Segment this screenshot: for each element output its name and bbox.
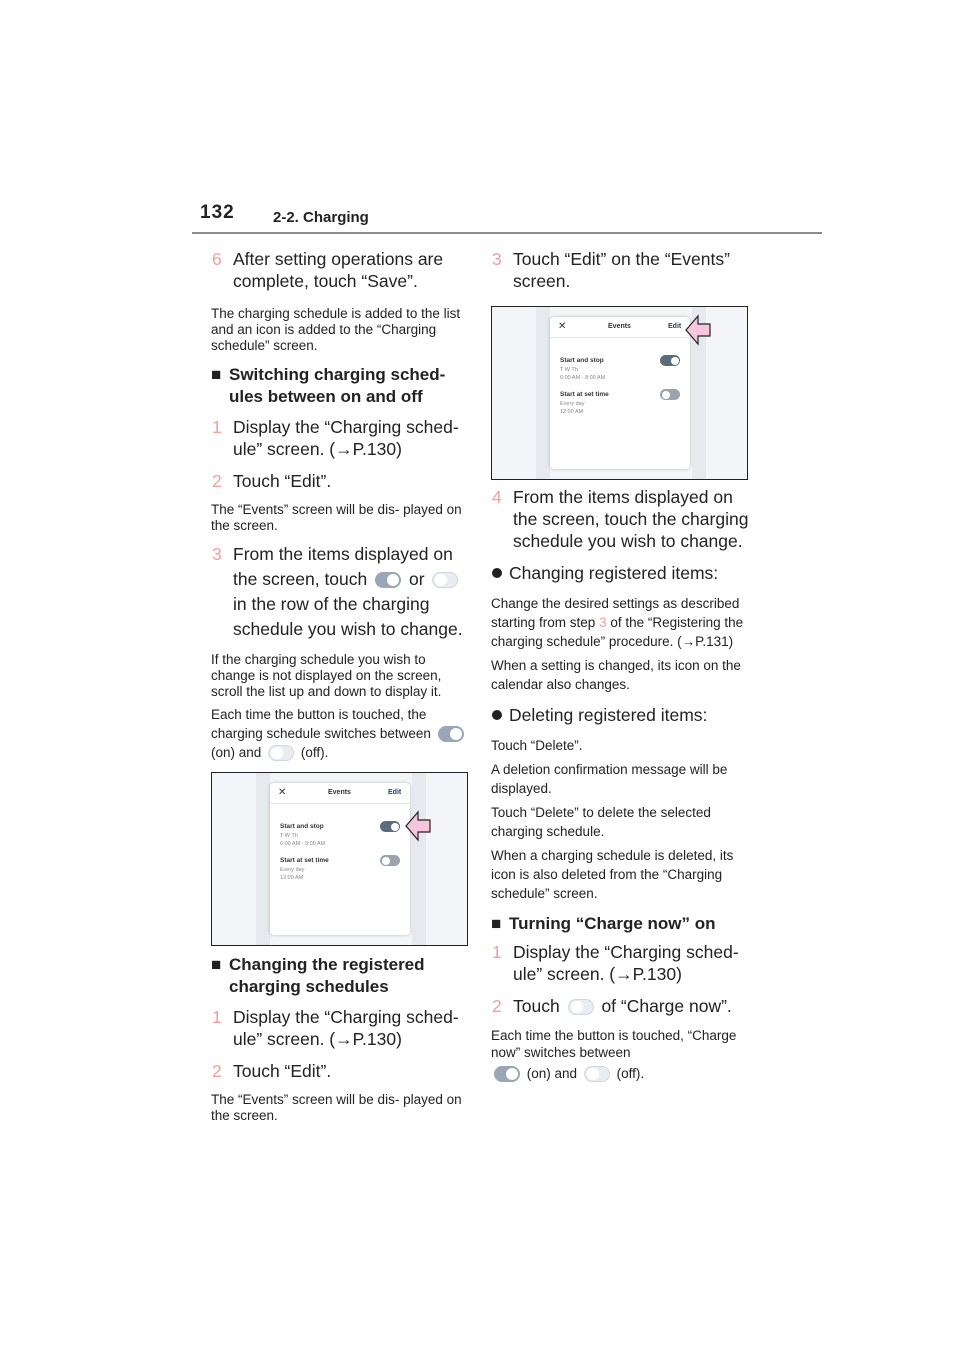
toggle-off-icon bbox=[268, 745, 294, 761]
divider bbox=[270, 803, 410, 804]
step-number: 3 bbox=[212, 544, 222, 564]
step-text: Touch “Edit” on the “Events” screen. bbox=[513, 249, 730, 291]
left-column bbox=[211, 240, 471, 1124]
note-text: (off). bbox=[300, 745, 329, 760]
note-toggle bbox=[491, 1066, 751, 1082]
schedule-days: T W Th bbox=[560, 367, 578, 373]
schedule-days: Every day bbox=[280, 867, 305, 873]
schedule-toggle-on[interactable] bbox=[380, 821, 400, 832]
divider bbox=[550, 337, 690, 338]
step-reference: 3 bbox=[599, 615, 607, 630]
close-icon[interactable]: ✕ bbox=[558, 321, 567, 332]
square-bullet-icon: ■ bbox=[211, 955, 222, 974]
step-number: 4 bbox=[492, 487, 502, 507]
toggle-on-icon bbox=[438, 726, 464, 742]
note: If the charging schedule you wish to change is not displayed on the screen, scroll the list up and down to display it. bbox=[211, 652, 442, 699]
right-column bbox=[491, 240, 751, 1082]
events-title: Events bbox=[608, 323, 631, 330]
step-1 bbox=[211, 416, 471, 460]
pointer-arrow-icon bbox=[684, 313, 712, 347]
note-text: Each time the button is touched, the charging schedule switches between bbox=[211, 707, 431, 741]
step-2 bbox=[211, 470, 471, 492]
heading-text: Switching charging sched- ules between on and off bbox=[229, 365, 446, 406]
note: When a charging schedule is deleted, its icon is also deleted from the “Charging schedule” screen. bbox=[491, 848, 734, 901]
step-text: Display the “Charging sched- ule” screen. (→P.130) bbox=[233, 417, 459, 459]
events-panel bbox=[550, 317, 690, 469]
bullet-text: Deleting registered items: bbox=[509, 705, 708, 725]
step-1 bbox=[211, 1006, 471, 1050]
bullet-deleting bbox=[491, 704, 751, 726]
step-3 bbox=[211, 542, 471, 642]
toggle-off-icon bbox=[432, 572, 458, 588]
schedule-time: 12:00 AM bbox=[280, 875, 304, 881]
section-heading-switching bbox=[211, 364, 471, 408]
note: The “Events” screen will be dis- played on the screen. bbox=[211, 1092, 462, 1123]
bullet-changing bbox=[491, 562, 751, 584]
step-number: 6 bbox=[212, 249, 222, 269]
section-heading-changing bbox=[211, 954, 471, 998]
background-stripe bbox=[536, 307, 550, 479]
events-screenshot bbox=[211, 772, 468, 946]
step-text: Display the “Charging sched- ule” screen. (→P.130) bbox=[233, 1007, 459, 1049]
step-text: From the items displayed on the screen, touch the charging schedule you wish to change. bbox=[513, 487, 749, 551]
square-bullet-icon: ■ bbox=[491, 914, 502, 933]
schedule-toggle-on[interactable] bbox=[660, 355, 680, 366]
step-text: Touch “Edit”. bbox=[233, 471, 332, 491]
note-text: (off). bbox=[616, 1066, 645, 1081]
step-number: 2 bbox=[212, 1061, 222, 1081]
close-icon[interactable]: ✕ bbox=[278, 787, 287, 798]
step-text: From the items displayed on the screen, touch bbox=[233, 544, 453, 589]
toggle-off-icon bbox=[584, 1066, 610, 1082]
step-text: Touch bbox=[513, 996, 560, 1016]
step-text: in the row of the charging schedule you wish to change. bbox=[233, 594, 463, 639]
heading-text: Turning “Charge now” on bbox=[509, 914, 716, 933]
schedule-title: Start at set time bbox=[560, 391, 609, 398]
note: When a setting is changed, its icon on the calendar also changes. bbox=[491, 658, 741, 692]
page-number: 132 bbox=[200, 202, 235, 223]
schedule-time: 6:00 AM - 8:00 AM bbox=[280, 841, 326, 847]
step-2 bbox=[491, 995, 751, 1017]
step-number: 1 bbox=[212, 417, 222, 437]
step-number: 1 bbox=[212, 1007, 222, 1027]
heading-text: Changing the registered charging schedules bbox=[229, 955, 425, 996]
bullet-dot-icon bbox=[492, 568, 502, 578]
note: The charging schedule is added to the list and an icon is added to the “Charging schedule” screen. bbox=[211, 306, 461, 353]
step-2 bbox=[211, 1060, 471, 1082]
square-bullet-icon: ■ bbox=[211, 365, 222, 384]
bullet-text: Changing registered items: bbox=[509, 563, 719, 583]
events-screenshot bbox=[491, 306, 748, 480]
step-3 bbox=[491, 248, 751, 292]
schedule-title: Start at set time bbox=[280, 857, 329, 864]
note: Touch “Delete” to delete the selected charging schedule. bbox=[491, 805, 711, 839]
note-text: (on) and bbox=[211, 745, 262, 760]
note: A deletion confirmation message will be displayed. bbox=[491, 762, 728, 796]
edit-button[interactable]: Edit bbox=[388, 789, 402, 796]
bullet-dot-icon bbox=[492, 710, 502, 720]
step-1 bbox=[491, 941, 751, 985]
edit-button[interactable]: Edit bbox=[668, 323, 682, 330]
step-text: of “Charge now”. bbox=[601, 996, 732, 1016]
step-number: 2 bbox=[492, 996, 502, 1016]
header-rule bbox=[192, 232, 822, 234]
schedule-toggle-off[interactable] bbox=[380, 855, 400, 866]
section-title: 2-2. Charging bbox=[273, 209, 369, 226]
schedule-days: Every day bbox=[560, 401, 585, 407]
events-title: Events bbox=[328, 789, 351, 796]
note-text: of the “Registering the charging schedule” procedure. (→P.131) bbox=[491, 615, 744, 649]
schedule-title: Start and stop bbox=[280, 823, 324, 830]
note: Touch “Delete”. bbox=[491, 738, 583, 753]
background-stripe bbox=[256, 773, 270, 945]
step-4 bbox=[491, 486, 751, 552]
note-text: Change the desired settings as described starting from step bbox=[491, 596, 740, 630]
note-text: (on) and bbox=[526, 1066, 578, 1081]
schedule-title: Start and stop bbox=[560, 357, 604, 364]
background-stripe bbox=[412, 773, 426, 945]
events-panel bbox=[270, 783, 410, 935]
pointer-arrow-icon bbox=[404, 809, 432, 843]
toggle-on-icon bbox=[375, 572, 401, 588]
note bbox=[491, 594, 751, 651]
step-6 bbox=[211, 248, 471, 292]
step-number: 1 bbox=[492, 942, 502, 962]
step-text: or bbox=[409, 569, 425, 589]
schedule-time: 12:00 AM bbox=[560, 409, 584, 415]
toggle-off-icon bbox=[568, 999, 594, 1015]
step-text: After setting operations are complete, touch “Save”. bbox=[233, 249, 444, 291]
section-heading-charge-now bbox=[491, 913, 751, 935]
note-toggle bbox=[211, 705, 471, 762]
step-text: Display the “Charging sched- ule” screen. (→P.130) bbox=[513, 942, 739, 984]
step-number: 3 bbox=[492, 249, 502, 269]
note: Each time the button is touched, “Charge now” switches between bbox=[491, 1028, 737, 1060]
schedule-days: T W Th bbox=[280, 833, 298, 839]
step-text: Touch “Edit”. bbox=[233, 1061, 332, 1081]
schedule-toggle-off[interactable] bbox=[660, 389, 680, 400]
page-header bbox=[0, 0, 960, 240]
schedule-time: 6:00 AM - 8:00 AM bbox=[560, 375, 606, 381]
toggle-on-icon bbox=[494, 1066, 520, 1082]
step-number: 2 bbox=[212, 471, 222, 491]
note: The “Events” screen will be dis- played on the screen. bbox=[211, 502, 462, 533]
